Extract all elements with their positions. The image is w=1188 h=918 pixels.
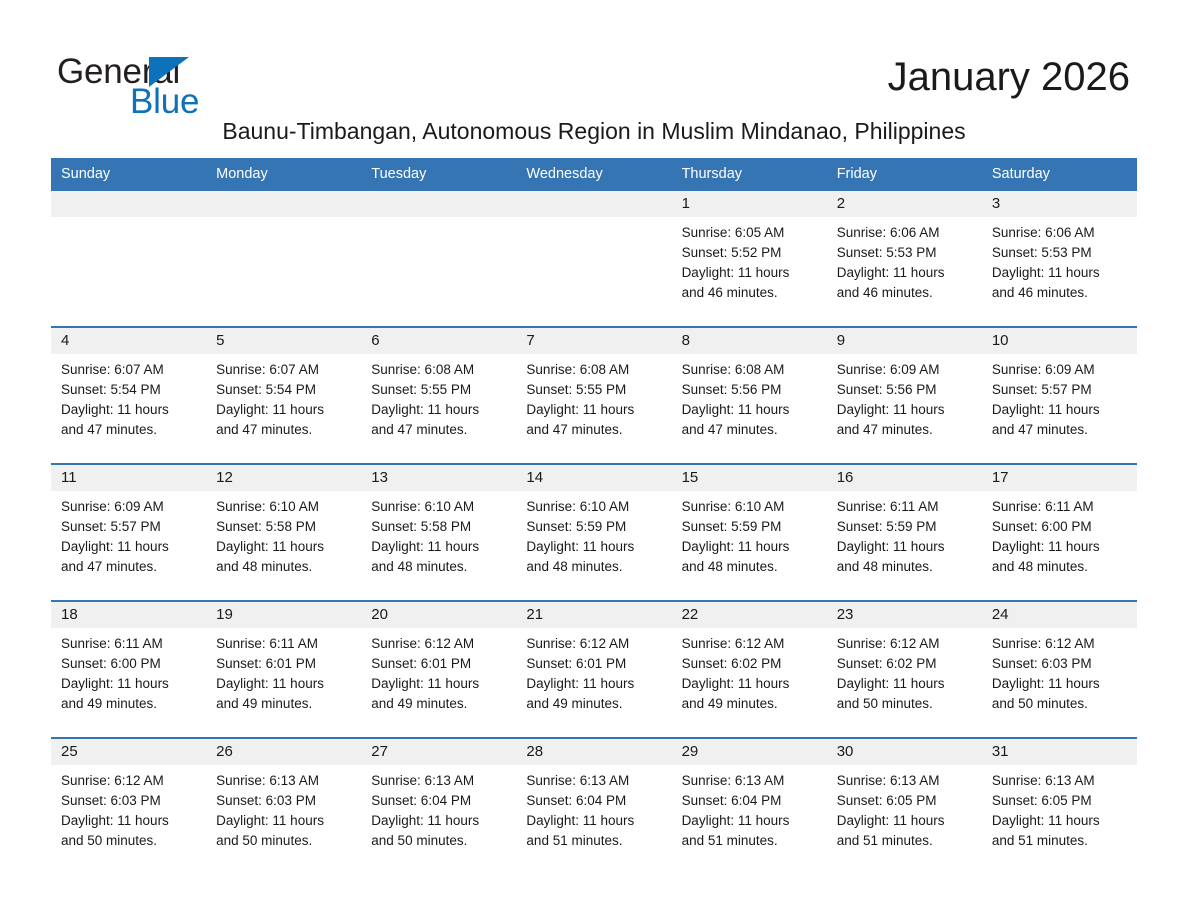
calendar-day-cell[interactable] (516, 601, 671, 738)
calendar-cell-inner (982, 191, 1137, 324)
daylight-text-line2: and 50 minutes. (836, 696, 933, 711)
daylight-text-line1: Daylight: 11 hours (681, 676, 790, 691)
day-details (206, 354, 361, 440)
calendar-cell-inner (672, 739, 827, 872)
calendar-day-cell[interactable] (672, 601, 827, 738)
sunrise-text: Sunrise: 6:08 AM (681, 362, 785, 377)
sunrise-text: Sunrise: 6:06 AM (991, 225, 1095, 240)
daylight-text-line2: and 51 minutes. (991, 833, 1088, 848)
calendar-day-cell[interactable] (206, 327, 361, 464)
calendar-cell-inner (361, 465, 516, 598)
daylight-text-line2: and 47 minutes. (681, 422, 778, 437)
calendar-cell-inner (206, 191, 361, 324)
daylight-text-line2: and 47 minutes. (61, 422, 158, 437)
day-number (51, 191, 206, 217)
daylight-text-line2: and 47 minutes. (991, 422, 1088, 437)
sunset-text: Sunset: 5:54 PM (61, 382, 161, 397)
sunrise-text: Sunrise: 6:07 AM (216, 362, 319, 377)
day-details (516, 628, 671, 714)
calendar-cell-empty (206, 191, 361, 327)
calendar-cell-inner (827, 328, 982, 461)
daylight-text-line1: Daylight: 11 hours (681, 539, 790, 554)
sunrise-text: Sunrise: 6:12 AM (681, 636, 785, 651)
calendar-day-cell[interactable] (827, 601, 982, 738)
day-number: 2 (827, 191, 982, 217)
calendar-week-row (51, 191, 1137, 327)
sunset-text: Sunset: 6:04 PM (681, 793, 782, 808)
day-number: 18 (51, 602, 206, 628)
day-number: 13 (361, 465, 516, 491)
day-number: 3 (982, 191, 1137, 217)
daylight-text-line2: and 48 minutes. (681, 559, 778, 574)
daylight-text-line2: and 50 minutes. (61, 833, 158, 848)
sunrise-text: Sunrise: 6:09 AM (991, 362, 1095, 377)
daylight-text-line1: Daylight: 11 hours (681, 402, 790, 417)
calendar-day-cell[interactable] (516, 327, 671, 464)
daylight-text-line2: and 48 minutes. (371, 559, 468, 574)
sunset-text: Sunset: 5:57 PM (991, 382, 1092, 397)
calendar-cell-inner (51, 739, 206, 872)
calendar-day-cell[interactable] (516, 464, 671, 601)
day-details (206, 765, 361, 851)
sunrise-text: Sunrise: 6:11 AM (216, 636, 318, 651)
sunrise-text: Sunrise: 6:10 AM (216, 499, 319, 514)
calendar-day-cell[interactable] (361, 464, 516, 601)
daylight-text-line1: Daylight: 11 hours (991, 539, 1100, 554)
calendar-day-cell[interactable] (982, 601, 1137, 738)
calendar-cell-inner (516, 328, 671, 461)
sunset-text: Sunset: 5:57 PM (61, 519, 161, 534)
sunrise-text: Sunrise: 6:13 AM (371, 773, 475, 788)
sunset-text: Sunset: 6:05 PM (991, 793, 1092, 808)
daylight-text-line2: and 47 minutes. (216, 422, 313, 437)
day-number: 14 (516, 465, 671, 491)
calendar-cell-inner (361, 191, 516, 324)
calendar-cell-inner (51, 191, 206, 324)
day-details (982, 628, 1137, 714)
calendar-day-cell[interactable] (51, 738, 206, 874)
weekday-header-friday: Friday (827, 158, 982, 191)
day-number: 27 (361, 739, 516, 765)
sunrise-text: Sunrise: 6:12 AM (991, 636, 1095, 651)
daylight-text-line2: and 49 minutes. (61, 696, 158, 711)
calendar-cell-inner (672, 465, 827, 598)
daylight-text-line1: Daylight: 11 hours (681, 813, 790, 828)
page-header (0, 0, 1188, 121)
day-number: 23 (827, 602, 982, 628)
sunrise-text: Sunrise: 6:09 AM (836, 362, 940, 377)
day-details (827, 491, 982, 577)
weekday-header-thursday: Thursday (672, 158, 827, 191)
day-number: 8 (672, 328, 827, 354)
day-number: 6 (361, 328, 516, 354)
daylight-text-line2: and 48 minutes. (526, 559, 623, 574)
sunset-text: Sunset: 6:04 PM (371, 793, 472, 808)
daylight-text-line2: and 49 minutes. (526, 696, 623, 711)
sunset-text: Sunset: 5:55 PM (526, 382, 627, 397)
day-number: 17 (982, 465, 1137, 491)
calendar-day-cell[interactable] (206, 601, 361, 738)
sunset-text: Sunset: 6:01 PM (371, 656, 472, 671)
sunrise-text: Sunrise: 6:10 AM (681, 499, 785, 514)
calendar-day-cell[interactable] (827, 191, 982, 327)
weekday-header-wednesday: Wednesday (516, 158, 671, 191)
daylight-text-line2: and 47 minutes. (61, 559, 158, 574)
day-number: 12 (206, 465, 361, 491)
calendar-cell-inner (827, 191, 982, 324)
day-details (672, 491, 827, 577)
sunset-text: Sunset: 5:59 PM (681, 519, 782, 534)
sunset-text: Sunset: 6:02 PM (681, 656, 782, 671)
daylight-text-line1: Daylight: 11 hours (681, 265, 790, 280)
sunset-text: Sunset: 5:52 PM (681, 245, 782, 260)
calendar-day-cell[interactable] (827, 738, 982, 874)
daylight-text-line1: Daylight: 11 hours (991, 402, 1100, 417)
daylight-text-line1: Daylight: 11 hours (526, 676, 635, 691)
day-number: 19 (206, 602, 361, 628)
day-details (982, 217, 1137, 303)
day-number: 15 (672, 465, 827, 491)
day-number: 4 (51, 328, 206, 354)
calendar-cell-inner (672, 328, 827, 461)
sunset-text: Sunset: 6:04 PM (526, 793, 627, 808)
daylight-text-line1: Daylight: 11 hours (526, 813, 635, 828)
daylight-text-line1: Daylight: 11 hours (836, 676, 945, 691)
calendar-cell-empty (51, 191, 206, 327)
sunset-text: Sunset: 6:00 PM (991, 519, 1092, 534)
sunset-text: Sunset: 5:54 PM (216, 382, 316, 397)
daylight-text-line1: Daylight: 11 hours (991, 813, 1100, 828)
daylight-text-line1: Daylight: 11 hours (371, 539, 480, 554)
daylight-text-line1: Daylight: 11 hours (836, 265, 945, 280)
day-details (827, 628, 982, 714)
daylight-text-line1: Daylight: 11 hours (526, 402, 635, 417)
day-number: 16 (827, 465, 982, 491)
calendar-day-cell[interactable] (51, 464, 206, 601)
calendar-day-cell[interactable] (827, 464, 982, 601)
calendar-cell-inner (672, 602, 827, 735)
calendar-day-cell[interactable] (51, 327, 206, 464)
day-number: 9 (827, 328, 982, 354)
day-details (51, 491, 206, 577)
sunset-text: Sunset: 5:58 PM (216, 519, 316, 534)
day-details (516, 765, 671, 851)
weekday-header-sunday: Sunday (51, 158, 206, 191)
day-number (516, 191, 671, 217)
calendar-day-cell[interactable] (672, 738, 827, 874)
daylight-text-line2: and 51 minutes. (681, 833, 778, 848)
calendar-cell-inner (51, 328, 206, 461)
calendar-cell-inner (516, 602, 671, 735)
daylight-text-line2: and 51 minutes. (836, 833, 933, 848)
daylight-text-line2: and 46 minutes. (991, 285, 1088, 300)
weekday-header-monday: Monday (206, 158, 361, 191)
daylight-text-line2: and 51 minutes. (526, 833, 623, 848)
day-details (982, 765, 1137, 851)
sunset-text: Sunset: 6:03 PM (61, 793, 161, 808)
sunrise-text: Sunrise: 6:06 AM (836, 225, 940, 240)
calendar-week-row (51, 601, 1137, 738)
calendar-day-cell[interactable] (361, 327, 516, 464)
daylight-text-line2: and 50 minutes. (371, 833, 468, 848)
calendar-cell-inner (672, 191, 827, 324)
daylight-text-line1: Daylight: 11 hours (836, 539, 945, 554)
daylight-text-line2: and 47 minutes. (526, 422, 623, 437)
day-number: 25 (51, 739, 206, 765)
calendar-cell-inner (51, 465, 206, 598)
day-details (361, 765, 516, 851)
page-title: January 2026 (887, 55, 1130, 99)
daylight-text-line2: and 49 minutes. (371, 696, 468, 711)
daylight-text-line1: Daylight: 11 hours (371, 676, 480, 691)
calendar-cell-inner (982, 602, 1137, 735)
calendar-cell-inner (206, 602, 361, 735)
calendar-cell-empty (361, 191, 516, 327)
sunset-text: Sunset: 6:05 PM (836, 793, 937, 808)
day-number: 1 (672, 191, 827, 217)
day-details (827, 217, 982, 303)
sunset-text: Sunset: 6:01 PM (526, 656, 627, 671)
calendar-cell-inner (827, 602, 982, 735)
day-details (516, 354, 671, 440)
sunrise-text: Sunrise: 6:10 AM (371, 499, 475, 514)
sunset-text: Sunset: 6:01 PM (216, 656, 316, 671)
daylight-text-line2: and 46 minutes. (681, 285, 778, 300)
calendar-cell-inner (361, 739, 516, 872)
day-number: 30 (827, 739, 982, 765)
sunset-text: Sunset: 6:02 PM (836, 656, 937, 671)
sunrise-text: Sunrise: 6:11 AM (991, 499, 1094, 514)
calendar-cell-inner (982, 465, 1137, 598)
day-details (361, 628, 516, 714)
daylight-text-line2: and 50 minutes. (991, 696, 1088, 711)
day-details (206, 628, 361, 714)
calendar-cell-inner (982, 739, 1137, 872)
weekday-header-tuesday: Tuesday (361, 158, 516, 191)
sunset-text: Sunset: 5:59 PM (836, 519, 937, 534)
daylight-text-line1: Daylight: 11 hours (371, 813, 480, 828)
day-number: 26 (206, 739, 361, 765)
calendar-day-cell[interactable] (361, 601, 516, 738)
day-details (672, 765, 827, 851)
calendar-cell-inner (827, 465, 982, 598)
sunset-text: Sunset: 6:03 PM (991, 656, 1092, 671)
calendar-day-cell[interactable] (361, 738, 516, 874)
sunset-text: Sunset: 5:59 PM (526, 519, 627, 534)
sunrise-text: Sunrise: 6:13 AM (836, 773, 940, 788)
calendar-day-cell[interactable] (206, 738, 361, 874)
daylight-text-line1: Daylight: 11 hours (216, 402, 324, 417)
daylight-text-line1: Daylight: 11 hours (526, 539, 635, 554)
daylight-text-line1: Daylight: 11 hours (61, 813, 169, 828)
day-details (982, 354, 1137, 440)
calendar-table (51, 158, 1137, 874)
calendar-cell-inner (206, 739, 361, 872)
daylight-text-line2: and 48 minutes. (836, 559, 933, 574)
sunrise-text: Sunrise: 6:07 AM (61, 362, 164, 377)
calendar-cell-inner (361, 602, 516, 735)
logo-text-general: General (57, 52, 181, 91)
day-number: 7 (516, 328, 671, 354)
day-details (51, 765, 206, 851)
sunrise-text: Sunrise: 6:12 AM (526, 636, 630, 651)
day-details (361, 354, 516, 440)
daylight-text-line1: Daylight: 11 hours (61, 676, 169, 691)
sunrise-text: Sunrise: 6:12 AM (61, 773, 164, 788)
daylight-text-line1: Daylight: 11 hours (61, 402, 169, 417)
day-number: 31 (982, 739, 1137, 765)
daylight-text-line1: Daylight: 11 hours (216, 813, 324, 828)
calendar-cell-inner (361, 328, 516, 461)
day-details (982, 491, 1137, 577)
day-details (672, 217, 827, 303)
calendar-day-cell[interactable] (206, 464, 361, 601)
daylight-text-line2: and 50 minutes. (216, 833, 313, 848)
daylight-text-line1: Daylight: 11 hours (991, 676, 1100, 691)
calendar-cell-inner (51, 602, 206, 735)
sunset-text: Sunset: 5:55 PM (371, 382, 472, 397)
daylight-text-line2: and 49 minutes. (216, 696, 313, 711)
calendar-day-cell[interactable] (672, 464, 827, 601)
daylight-text-line1: Daylight: 11 hours (216, 539, 324, 554)
daylight-text-line2: and 47 minutes. (836, 422, 933, 437)
calendar-week-row (51, 464, 1137, 601)
calendar-day-cell[interactable] (516, 738, 671, 874)
calendar-cell-inner (516, 739, 671, 872)
sunset-text: Sunset: 6:03 PM (216, 793, 316, 808)
logo-text-blue: Blue (130, 82, 200, 121)
sunrise-text: Sunrise: 6:13 AM (216, 773, 319, 788)
day-number: 11 (51, 465, 206, 491)
sunrise-text: Sunrise: 6:05 AM (681, 225, 785, 240)
calendar-week-row (51, 327, 1137, 464)
calendar-cell-inner (516, 465, 671, 598)
daylight-text-line1: Daylight: 11 hours (836, 402, 945, 417)
day-details (206, 491, 361, 577)
sunrise-text: Sunrise: 6:10 AM (526, 499, 630, 514)
day-number: 21 (516, 602, 671, 628)
day-details (516, 491, 671, 577)
sunrise-text: Sunrise: 6:13 AM (526, 773, 630, 788)
day-details (827, 354, 982, 440)
sunrise-text: Sunrise: 6:12 AM (371, 636, 475, 651)
day-number: 24 (982, 602, 1137, 628)
day-number (206, 191, 361, 217)
day-details (672, 354, 827, 440)
day-details (361, 491, 516, 577)
daylight-text-line1: Daylight: 11 hours (216, 676, 324, 691)
sunset-text: Sunset: 5:56 PM (681, 382, 782, 397)
calendar-day-cell[interactable] (51, 601, 206, 738)
calendar-cell-inner (206, 328, 361, 461)
calendar-day-cell[interactable] (982, 738, 1137, 874)
day-details (827, 765, 982, 851)
daylight-text-line1: Daylight: 11 hours (836, 813, 945, 828)
day-details (51, 354, 206, 440)
sunrise-text: Sunrise: 6:11 AM (836, 499, 939, 514)
day-number: 5 (206, 328, 361, 354)
calendar-day-cell[interactable] (982, 464, 1137, 601)
calendar-cell-inner (206, 465, 361, 598)
sunset-text: Sunset: 6:00 PM (61, 656, 161, 671)
sunrise-text: Sunrise: 6:08 AM (371, 362, 475, 377)
sunrise-text: Sunrise: 6:13 AM (681, 773, 785, 788)
calendar-body (51, 191, 1137, 874)
day-number: 20 (361, 602, 516, 628)
calendar-cell-empty (516, 191, 671, 327)
calendar-day-cell[interactable] (982, 191, 1137, 327)
sunrise-text: Sunrise: 6:12 AM (836, 636, 940, 651)
sunrise-text: Sunrise: 6:11 AM (61, 636, 163, 651)
day-number: 22 (672, 602, 827, 628)
day-number: 29 (672, 739, 827, 765)
daylight-text-line1: Daylight: 11 hours (991, 265, 1100, 280)
daylight-text-line2: and 46 minutes. (836, 285, 933, 300)
sunset-text: Sunset: 5:56 PM (836, 382, 937, 397)
sunrise-text: Sunrise: 6:09 AM (61, 499, 164, 514)
daylight-text-line1: Daylight: 11 hours (371, 402, 480, 417)
calendar-day-cell[interactable] (827, 327, 982, 464)
sunset-text: Sunset: 5:53 PM (836, 245, 937, 260)
calendar-cell-inner (516, 191, 671, 324)
general-blue-logo[interactable] (57, 52, 277, 121)
sunrise-text: Sunrise: 6:08 AM (526, 362, 630, 377)
day-number (361, 191, 516, 217)
calendar-week-row (51, 738, 1137, 874)
calendar-day-cell[interactable] (672, 191, 827, 327)
calendar-header-row (51, 158, 1137, 191)
daylight-text-line2: and 49 minutes. (681, 696, 778, 711)
sunset-text: Sunset: 5:53 PM (991, 245, 1092, 260)
daylight-text-line2: and 47 minutes. (371, 422, 468, 437)
day-number: 28 (516, 739, 671, 765)
calendar-cell-inner (827, 739, 982, 872)
day-number: 10 (982, 328, 1137, 354)
location-subtitle: Baunu-Timbangan, Autonomous Region in Muslim Mindanao, Philippines (222, 118, 966, 144)
calendar-day-cell[interactable] (672, 327, 827, 464)
day-details (51, 628, 206, 714)
calendar-cell-inner (982, 328, 1137, 461)
weekday-header-saturday: Saturday (982, 158, 1137, 191)
calendar-day-cell[interactable] (982, 327, 1137, 464)
day-details (672, 628, 827, 714)
sunset-text: Sunset: 5:58 PM (371, 519, 472, 534)
daylight-text-line1: Daylight: 11 hours (61, 539, 169, 554)
sunrise-text: Sunrise: 6:13 AM (991, 773, 1095, 788)
daylight-text-line2: and 48 minutes. (991, 559, 1088, 574)
daylight-text-line2: and 48 minutes. (216, 559, 313, 574)
